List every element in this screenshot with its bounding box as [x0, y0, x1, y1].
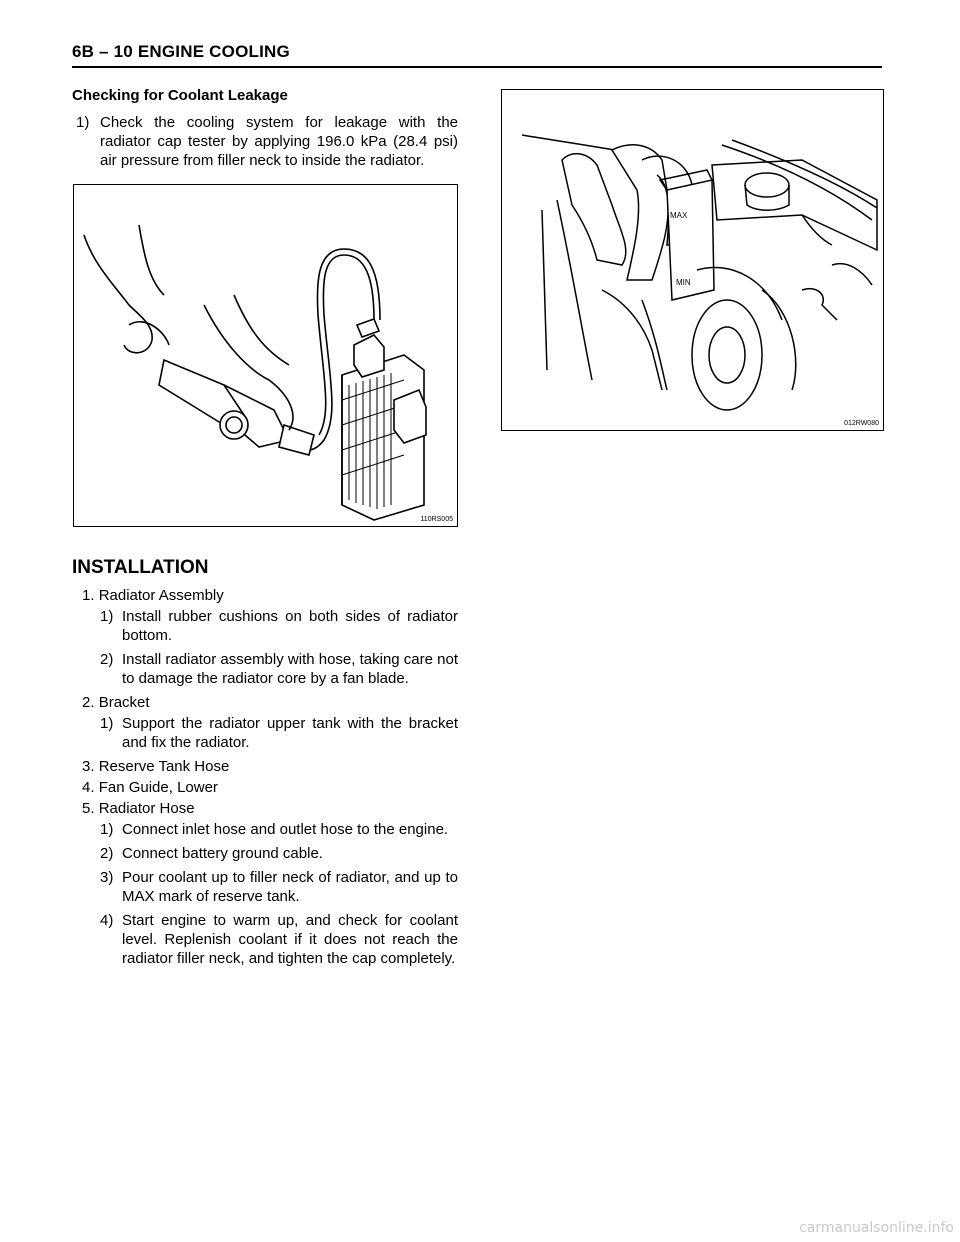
install-item-reserve-tank-hose: [72, 757, 458, 776]
step-number: 4): [100, 912, 114, 929]
item-number: 2.: [82, 694, 95, 711]
item-number: 1.: [82, 587, 95, 604]
item-label: Radiator Assembly: [98, 587, 224, 604]
min-mark-label: MIN: [676, 278, 691, 287]
step-number: 1): [100, 821, 114, 838]
figure-code: 012RW080: [844, 420, 879, 427]
item-number: 3.: [82, 758, 95, 775]
step-text: Pour coolant up to filler neck of radiator, and up to MAX mark of reserve tank.: [122, 869, 458, 905]
watermark-link[interactable]: carmanualsonline.info: [799, 1220, 954, 1236]
bracket-step-1: [72, 714, 458, 752]
item-label: Fan Guide, Lower: [98, 779, 218, 796]
step-text: Support the radiator upper tank with the bracket and fix the radiator.: [122, 715, 458, 751]
step-number: 3): [100, 869, 114, 886]
item-label: Reserve Tank Hose: [98, 758, 230, 775]
step-text: Connect inlet hose and outlet hose to the engine.: [122, 821, 449, 838]
engine-bay-illustration: [501, 89, 884, 431]
max-mark-label: MAX: [670, 211, 688, 220]
item-number: 5.: [82, 800, 95, 817]
page-header: 6B – 10 ENGINE COOLING: [72, 42, 290, 61]
item-label: Bracket: [98, 694, 150, 711]
leak-step-1: [72, 113, 458, 170]
step-number: 2): [100, 845, 114, 862]
leak-section: [72, 86, 458, 176]
installation-heading: INSTALLATION: [72, 557, 209, 578]
install-item-bracket: [72, 693, 458, 712]
step-number: 2): [100, 651, 114, 668]
hose-step-1: [72, 820, 458, 839]
step-number: 1): [100, 608, 114, 625]
hose-step-2: [72, 844, 458, 863]
install-item-fan-guide: [72, 778, 458, 797]
step-text: Check the cooling system for leakage with the radiator cap tester by applying 196.0 kPa (28.4 psi) air pressure from filler neck to inside the radiator.: [100, 114, 458, 169]
item-label: Radiator Hose: [98, 800, 195, 817]
item-number: 4.: [82, 779, 95, 796]
hose-step-3: [72, 868, 458, 906]
engine-bay-drawing: [502, 90, 883, 430]
step-text: Connect battery ground cable.: [122, 845, 323, 862]
step-text: Install rubber cushions on both sides of radiator bottom.: [122, 608, 458, 644]
installation-section: [72, 558, 458, 973]
radiator-step-2: [72, 650, 458, 688]
figure-code: 110RS005: [420, 516, 453, 523]
step-number: 1): [76, 114, 90, 131]
install-item-radiator-assembly: [72, 586, 458, 605]
hose-step-4: [72, 911, 458, 968]
radiator-cap-tester-illustration: [73, 184, 458, 527]
leak-heading: Checking for Coolant Leakage: [72, 87, 288, 104]
cap-tester-drawing: [74, 185, 457, 526]
step-text: Install radiator assembly with hose, taking care not to damage the radiator core by a fan blade.: [122, 651, 458, 687]
radiator-step-1: [72, 607, 458, 645]
install-item-radiator-hose: [72, 799, 458, 818]
header-rule: [72, 66, 882, 68]
step-number: 1): [100, 715, 114, 732]
step-text: Start engine to warm up, and check for coolant level. Replenish coolant if it does not reach the radiator filler neck, and tighten the cap completely.: [122, 912, 458, 967]
